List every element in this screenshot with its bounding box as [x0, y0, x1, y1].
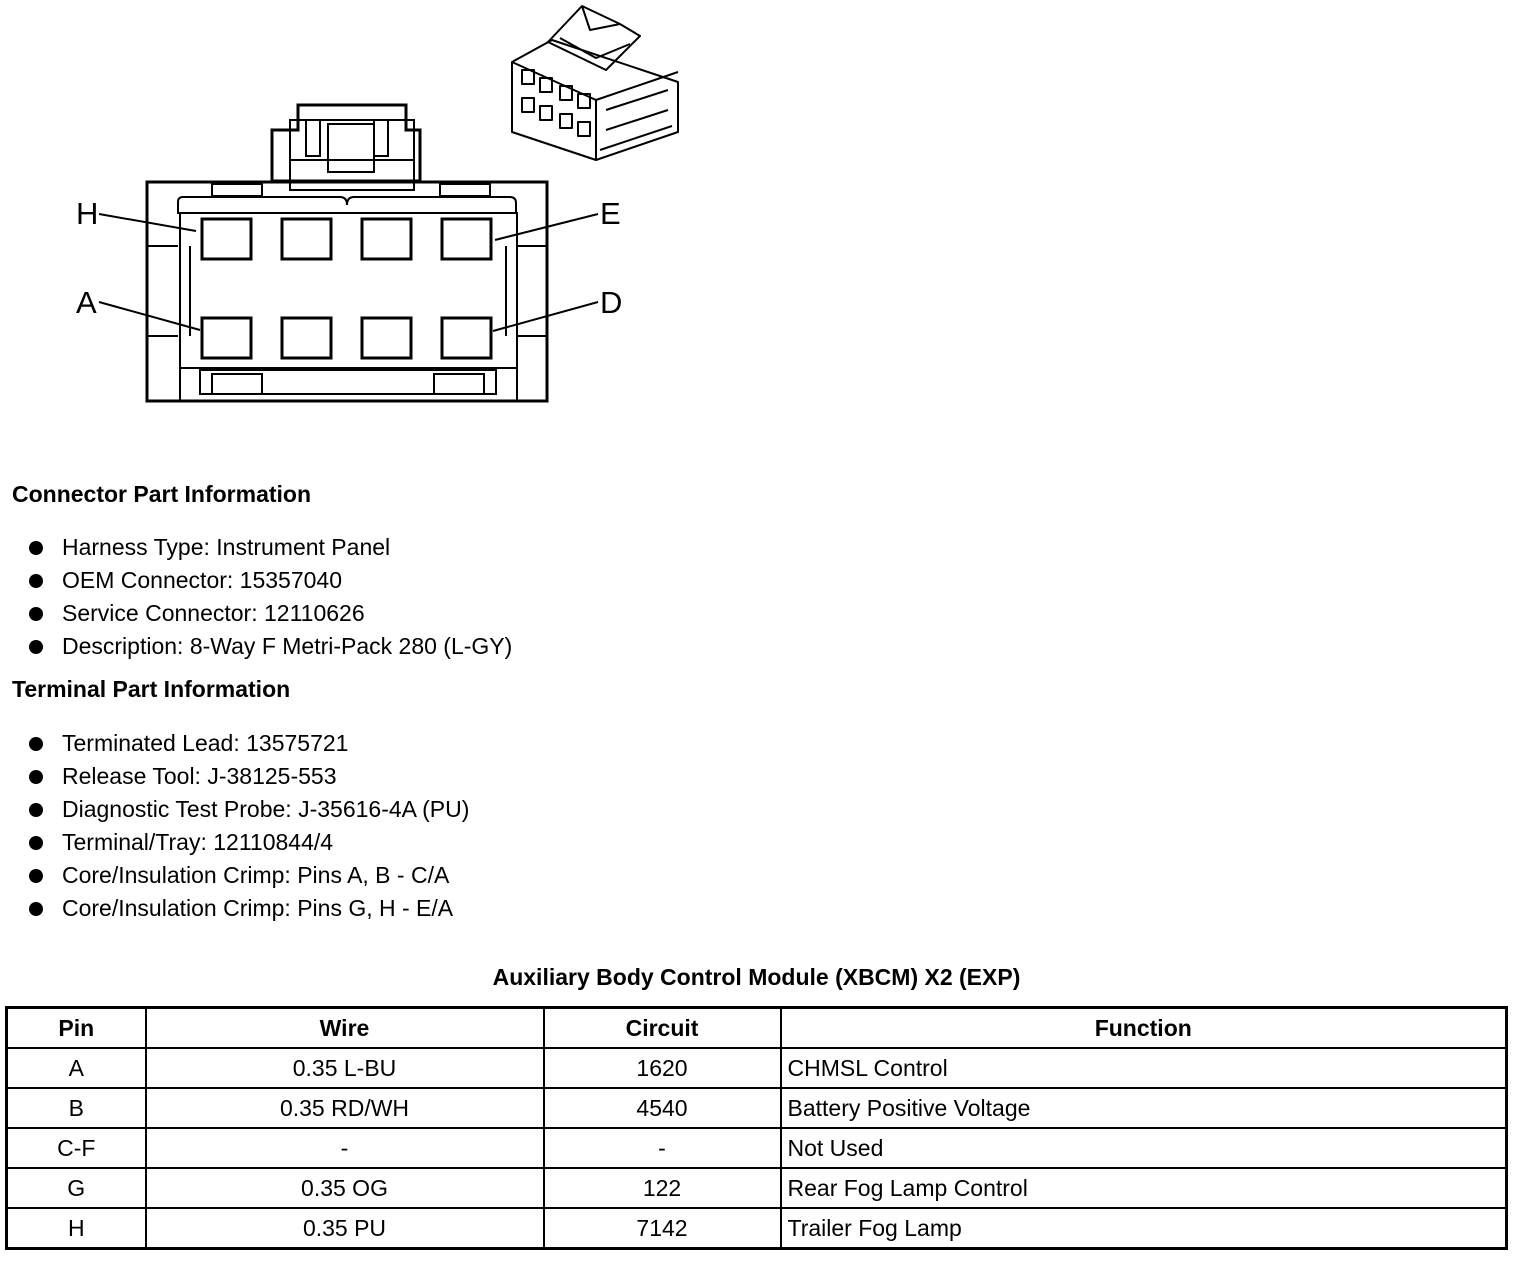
- table-header-row: [7, 1008, 1507, 1049]
- bullet-icon: [29, 902, 43, 916]
- cell-function: Battery Positive Voltage: [781, 1088, 1507, 1128]
- list-item: [26, 630, 512, 663]
- table-row: [7, 1128, 1507, 1168]
- list-item: [26, 597, 512, 630]
- bullet-icon: [29, 737, 43, 751]
- bullet-icon: [29, 640, 43, 654]
- cell-pin: B: [7, 1088, 146, 1128]
- list-item: [26, 727, 469, 760]
- bullet-icon: [29, 836, 43, 850]
- column-header-pin: Pin: [7, 1008, 146, 1049]
- list-item-text: Harness Type: Instrument Panel: [62, 534, 391, 560]
- pin-label-h: H: [76, 196, 99, 231]
- cell-function: Rear Fog Lamp Control: [781, 1168, 1507, 1208]
- list-item: [26, 859, 469, 892]
- cell-function: Trailer Fog Lamp: [781, 1208, 1507, 1249]
- cell-wire: 0.35 L-BU: [146, 1048, 544, 1088]
- bullet-icon: [29, 869, 43, 883]
- pinout-table: [5, 1006, 1508, 1250]
- list-item-text: Terminal/Tray: 12110844/4: [62, 829, 334, 855]
- cell-wire: 0.35 RD/WH: [146, 1088, 544, 1128]
- cell-pin: A: [7, 1048, 146, 1088]
- list-item: [26, 760, 469, 793]
- list-item-text: Core/Insulation Crimp: Pins G, H - E/A: [62, 895, 454, 921]
- cell-wire: 0.35 PU: [146, 1208, 544, 1249]
- list-item: [26, 826, 469, 859]
- terminal-part-info-heading: Terminal Part Information: [12, 676, 291, 702]
- list-item-text: Release Tool: J-38125-553: [62, 763, 337, 789]
- cell-wire: 0.35 OG: [146, 1168, 544, 1208]
- table-row: [7, 1088, 1507, 1128]
- cell-circuit: -: [544, 1128, 781, 1168]
- connector-isometric-view: [512, 6, 678, 160]
- cell-wire: -: [146, 1128, 544, 1168]
- table-row: [7, 1048, 1507, 1088]
- cell-pin: G: [7, 1168, 146, 1208]
- bullet-icon: [29, 607, 43, 621]
- cell-circuit: 4540: [544, 1088, 781, 1128]
- list-item-text: Service Connector: 12110626: [62, 600, 365, 626]
- table-title: Auxiliary Body Control Module (XBCM) X2 (EXP): [492, 964, 1021, 990]
- cell-circuit: 122: [544, 1168, 781, 1208]
- list-item: [26, 564, 512, 597]
- terminal-part-info-list: [26, 727, 469, 925]
- list-item: [26, 892, 469, 925]
- list-item-text: Terminated Lead: 13575721: [62, 730, 349, 756]
- cell-circuit: 7142: [544, 1208, 781, 1249]
- pin-label-d: D: [600, 285, 623, 320]
- pin-label-a: A: [76, 285, 97, 320]
- cell-pin: H: [7, 1208, 146, 1249]
- cell-function: CHMSL Control: [781, 1048, 1507, 1088]
- list-item: [26, 793, 469, 826]
- column-header-function: Function: [781, 1008, 1507, 1049]
- bullet-icon: [29, 541, 43, 555]
- list-item: [26, 531, 512, 564]
- column-header-wire: Wire: [146, 1008, 544, 1049]
- column-header-circuit: Circuit: [544, 1008, 781, 1049]
- connector-part-info-heading: Connector Part Information: [12, 481, 312, 507]
- cell-function: Not Used: [781, 1128, 1507, 1168]
- bullet-icon: [29, 803, 43, 817]
- table-row: [7, 1168, 1507, 1208]
- cell-pin: C-F: [7, 1128, 146, 1168]
- list-item-text: Core/Insulation Crimp: Pins A, B - C/A: [62, 862, 450, 888]
- table-row: [7, 1208, 1507, 1249]
- list-item-text: Diagnostic Test Probe: J-35616-4A (PU): [62, 796, 470, 822]
- list-item-text: OEM Connector: 15357040: [62, 567, 343, 593]
- connector-diagram: [60, 0, 700, 420]
- connector-part-info-list: [26, 531, 512, 663]
- list-item-text: Description: 8-Way F Metri-Pack 280 (L-GY): [62, 633, 513, 659]
- pin-label-e: E: [600, 196, 621, 231]
- cell-circuit: 1620: [544, 1048, 781, 1088]
- bullet-icon: [29, 574, 43, 588]
- bullet-icon: [29, 770, 43, 784]
